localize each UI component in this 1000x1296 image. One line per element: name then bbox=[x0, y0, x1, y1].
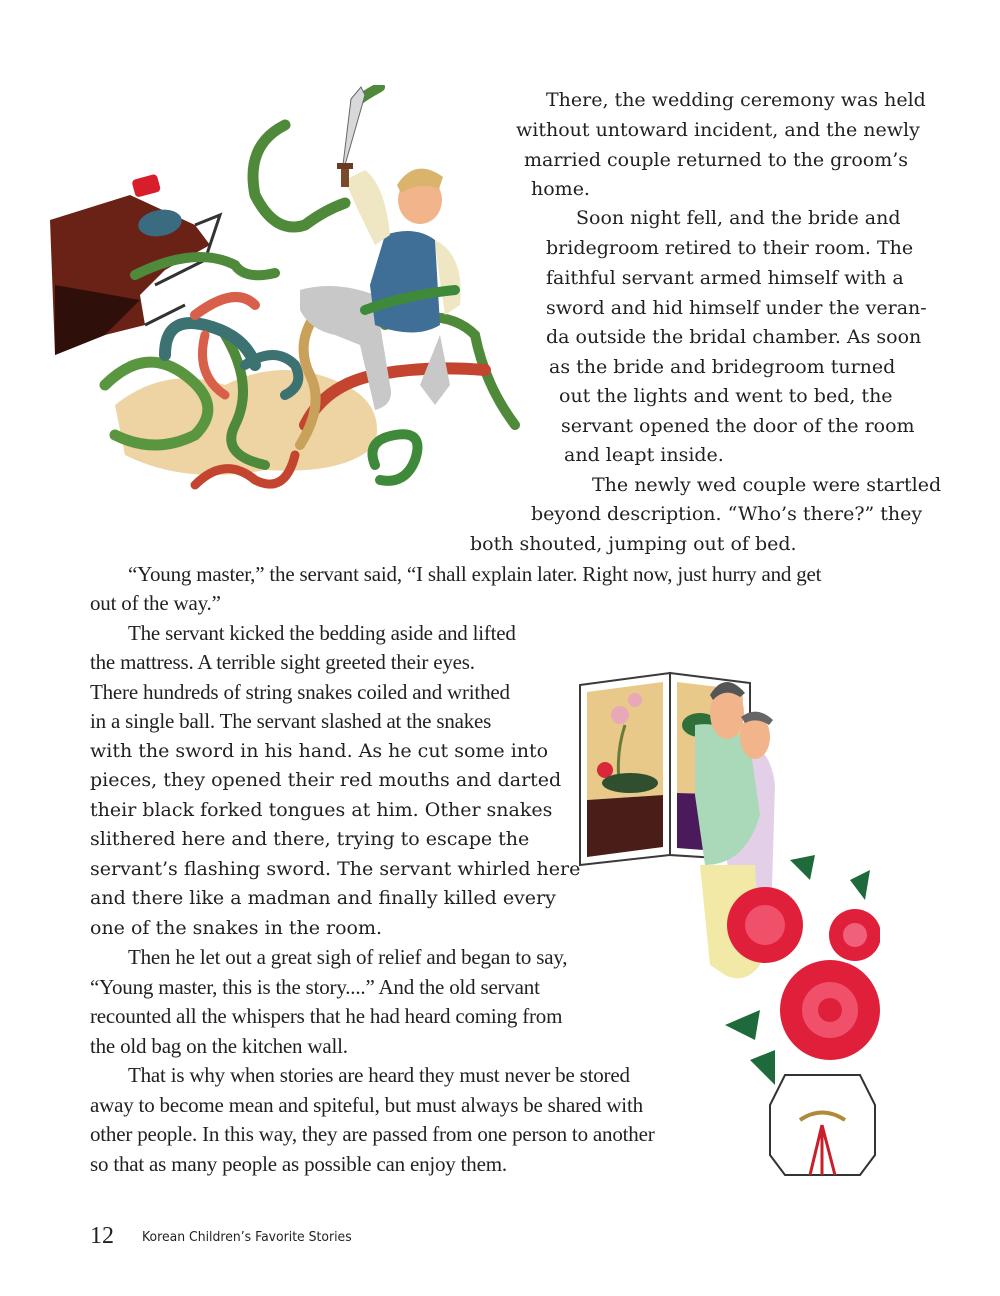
text-line: with the sword in his hand. As he cut some into bbox=[90, 740, 549, 762]
snake bbox=[195, 297, 255, 315]
text-line: without untoward incident, and the newly bbox=[516, 119, 920, 141]
text-line: beyond description. “Who’s there?” they bbox=[531, 503, 923, 525]
text-line: recounted all the whispers that he had heard coming from bbox=[90, 1004, 563, 1028]
text-line: married couple returned to the groom’s bbox=[524, 149, 909, 171]
text-line: That is why when stories are heard they must never be stored bbox=[128, 1063, 630, 1087]
text-line: servant opened the door of the room bbox=[561, 415, 915, 437]
text-line: The servant kicked the bedding aside and lifted bbox=[128, 621, 516, 645]
text-line: “Young master, this is the story....” And the old servant bbox=[90, 975, 540, 999]
text-line: There hundreds of string snakes coiled and writhed bbox=[90, 680, 510, 704]
red-pillow bbox=[131, 174, 161, 198]
text-line: as the bride and bridegroom turned bbox=[549, 356, 896, 378]
text-line: There, the wedding ceremony was held bbox=[546, 89, 926, 111]
text-line: so that as many people as possible can enjoy them. bbox=[90, 1152, 507, 1176]
text-line: other people. In this way, they are passed from one person to another bbox=[90, 1122, 655, 1146]
text-line: “Young master,” the servant said, “I shall explain later. Right now, just hurry and get bbox=[128, 562, 822, 586]
text-line: The newly wed couple were startled bbox=[592, 474, 942, 496]
text-line: away to become mean and spiteful, but must always be shared with bbox=[90, 1093, 643, 1117]
text-line: the mattress. A terrible sight greeted their eyes. bbox=[90, 650, 475, 674]
text-line: Then he let out a great sigh of relief and began to say, bbox=[128, 945, 568, 969]
text-line: da outside the bridal chamber. As soon bbox=[546, 326, 922, 348]
text-line: pieces, they opened their red mouths and darted bbox=[90, 769, 562, 791]
text-line: sword and hid himself under the veran- bbox=[546, 297, 927, 319]
text-line: home. bbox=[531, 178, 590, 200]
text-line: slithered here and there, trying to escape the bbox=[90, 828, 530, 850]
text-line: and leapt inside. bbox=[564, 444, 724, 466]
sword bbox=[343, 87, 365, 165]
text-line: servant’s flashing sword. The servant whirled here bbox=[90, 858, 581, 880]
text-line: their black forked tongues at him. Other snakes bbox=[90, 799, 553, 821]
servant-vest bbox=[370, 231, 440, 333]
text-line: and there like a madman and finally killed every bbox=[90, 887, 556, 909]
text-line: faithful servant armed himself with a bbox=[546, 267, 904, 289]
text-line: Soon night fell, and the bride and bbox=[576, 207, 901, 229]
text-line: one of the snakes in the room. bbox=[90, 917, 383, 939]
page-number: 12 bbox=[90, 1223, 114, 1249]
running-footer-title: Korean Children’s Favorite Stories bbox=[142, 1229, 352, 1245]
text-line: out the lights and went to bed, the bbox=[559, 385, 893, 407]
text-line: out of the way.” bbox=[90, 591, 221, 615]
illustration-servant-fighting-snakes bbox=[45, 85, 525, 515]
text-line: the old bag on the kitchen wall. bbox=[90, 1034, 348, 1058]
text-line: both shouted, jumping out of bed. bbox=[470, 533, 797, 555]
text-line: in a single ball. The servant slashed at the snakes bbox=[90, 709, 492, 733]
text-line: bridegroom retired to their room. The bbox=[546, 237, 914, 259]
snake bbox=[253, 125, 345, 227]
snake bbox=[373, 434, 418, 481]
